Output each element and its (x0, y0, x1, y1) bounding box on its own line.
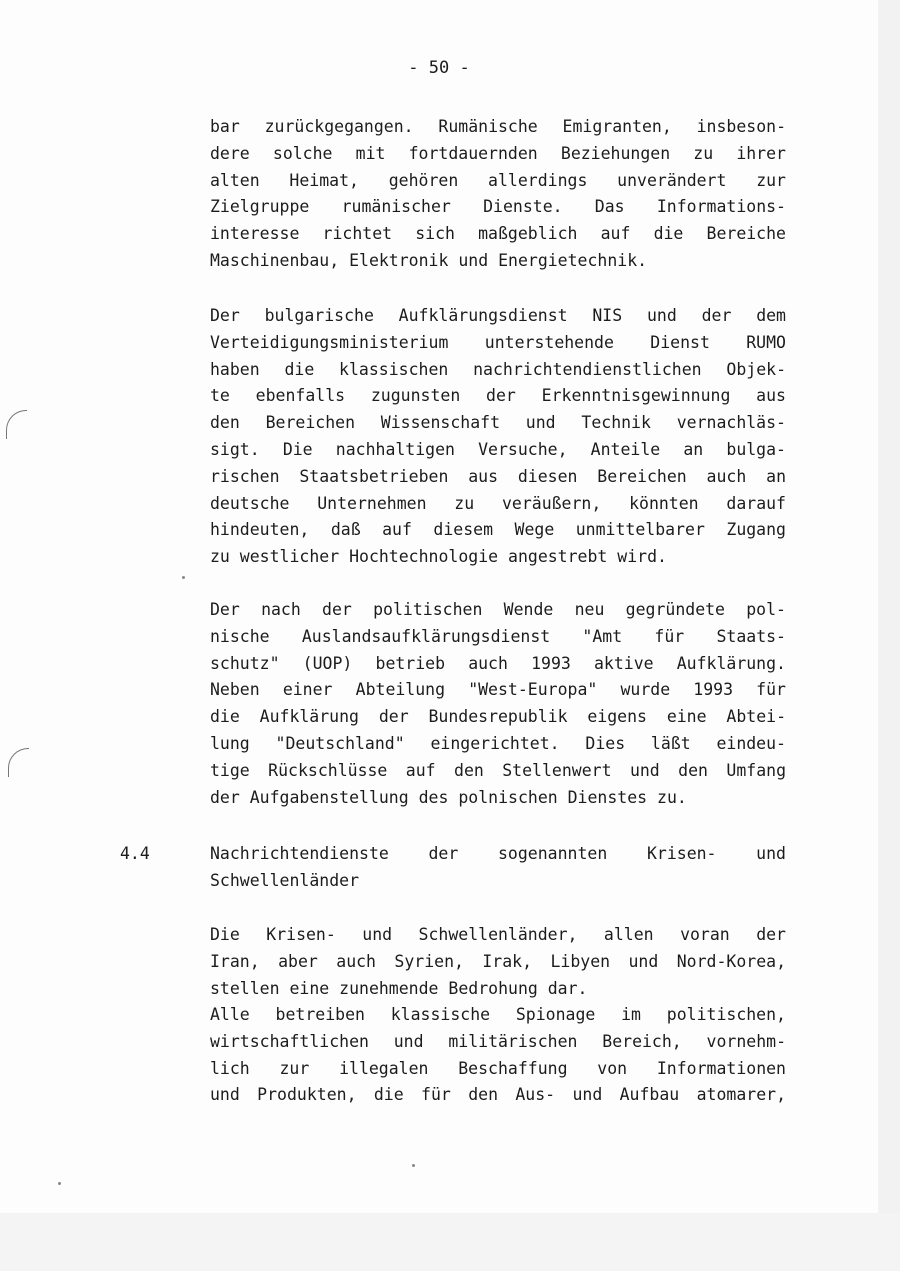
text-line: nische Auslandsaufklärungsdienst "Amt für Staats- (210, 626, 786, 646)
text-line: hindeuten, daß auf diesem Wege unmittelbarer Zugang (210, 520, 786, 540)
scan-speck (412, 1164, 415, 1167)
text-line: Verteidigungsministerium unterstehende Dienst RUMO (210, 332, 786, 352)
paragraph-espionage (210, 1002, 786, 1109)
scan-edge-bottom (0, 1213, 900, 1271)
text-line: tige Rückschlüsse auf den Stellenwert und den Umfang (210, 760, 786, 780)
text-line: Alle betreiben klassische Spionage im politischen, (210, 1005, 786, 1024)
text-line: Zielgruppe rumänischer Dienste. Das Informations- (210, 197, 786, 217)
text-line: wirtschaftlichen und militärischen Bereich, vornehm- (210, 1031, 786, 1051)
paragraph-romanian-emigrants (210, 114, 786, 275)
text-line: lung "Deutschland" eingerichtet. Dies läßt eindeu- (210, 733, 786, 753)
text-line: und Produkten, die für den Aus- und Aufbau atomarer, (210, 1085, 786, 1105)
text-line: alten Heimat, gehören allerdings unverändert zur (210, 170, 786, 190)
text-line: Der nach der politischen Wende neu gegründete pol- (210, 600, 786, 619)
text-line: rischen Staatsbetrieben aus diesen Bereichen auch an (210, 466, 786, 486)
paragraph-polish-service (210, 597, 786, 811)
text-line: lich zur illegalen Beschaffung von Informationen (210, 1058, 786, 1078)
paragraph-crisis-countries (210, 922, 786, 1002)
text-line: bar zurückgegangen. Rumänische Emigranten, insbeson- (210, 117, 786, 136)
punch-hole-mark (8, 748, 29, 777)
text-line: Der bulgarische Aufklärungsdienst NIS und der dem (210, 306, 786, 325)
section-heading (210, 841, 786, 895)
text-line: stellen eine zunehmende Bedrohung dar. (210, 978, 588, 998)
section-number: 4.4 (120, 844, 150, 863)
text-line: den Bereichen Wissenschaft und Technik vernachläs- (210, 413, 786, 433)
paragraph-bulgarian-service (210, 303, 786, 571)
text-line: Die Krisen- und Schwellenländer, allen voran der (210, 925, 786, 944)
scan-speck (182, 576, 185, 579)
text-line: zu westlicher Hochtechnologie angestrebt wird. (210, 547, 667, 567)
text-line: Neben einer Abteilung "West-Europa" wurde 1993 für (210, 680, 786, 700)
text-line: haben die klassischen nachrichtendienstlichen Objek- (210, 359, 786, 379)
heading-line: Nachrichtendienste der sogenannten Krisen- und (210, 844, 786, 863)
page-number: - 50 - (408, 58, 470, 78)
text-line: Iran, aber auch Syrien, Irak, Libyen und Nord-Korea, (210, 951, 786, 971)
text-line: schutz" (UOP) betrieb auch 1993 aktive Aufklärung. (210, 653, 786, 673)
scan-edge-right (878, 0, 900, 1271)
text-line: interesse richtet sich maßgeblich auf die Bereiche (210, 224, 786, 244)
scan-speck (58, 1182, 61, 1185)
text-line: Maschinenbau, Elektronik und Energietechnik. (210, 250, 648, 270)
punch-hole-mark (6, 410, 27, 439)
text-line: dere solche mit fortdauernden Beziehungen zu ihrer (210, 143, 786, 163)
text-line: der Aufgabenstellung des polnischen Dienstes zu. (210, 787, 687, 807)
text-line: sigt. Die nachhaltigen Versuche, Anteile an bulga- (210, 439, 786, 459)
text-line: te ebenfalls zugunsten der Erkenntnisgewinnung aus (210, 386, 786, 406)
text-line: die Aufklärung der Bundesrepublik eigens eine Abtei- (210, 707, 786, 727)
heading-line: Schwellenländer (210, 870, 360, 890)
text-line: deutsche Unternehmen zu veräußern, könnten darauf (210, 493, 786, 513)
